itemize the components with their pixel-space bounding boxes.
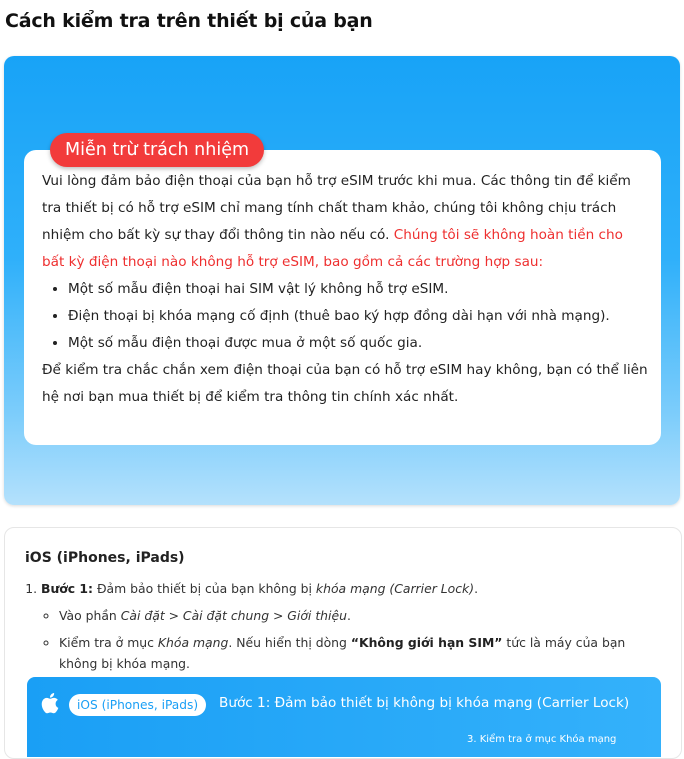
- no-sim-restrictions: “Không giới hạn SIM”: [350, 635, 503, 650]
- disclaimer-body: [42, 168, 648, 411]
- bullet-text: .: [346, 608, 351, 623]
- step-1-end: .: [474, 581, 479, 596]
- guide-step-title: Bước 1: Đảm bảo thiết bị không bị khóa mạng (Carrier Lock): [219, 695, 630, 711]
- ios-steps: [25, 578, 645, 680]
- list-item: • Điện thoại bị khóa mạng cố định (thuê bao ký hợp đồng dài hạn với nhà mạng).: [68, 303, 648, 330]
- list-item: • Một số mẫu điện thoại hai SIM vật lý không hỗ trợ eSIM.: [68, 276, 648, 303]
- refund-warning: Chúng tôi sẽ không hoàn tiền cho bất kỳ điện thoại nào không hỗ trợ eSIM, bao gồm cả các trường hợp sau:: [42, 227, 623, 270]
- list-item: [59, 632, 645, 674]
- bullet-text: tức là máy của bạn không bị khóa mạng.: [59, 635, 626, 671]
- bullet-text: Vào phần: [59, 608, 121, 623]
- step-1-bullets: [41, 605, 645, 674]
- steps-list: [25, 578, 645, 674]
- bullet-text: Kiểm tra ở mục: [59, 635, 158, 650]
- guide-banner: [27, 677, 661, 757]
- disclaimer-badge: Miễn trừ trách nhiệm: [50, 133, 264, 167]
- disclaimer-intro: Vui lòng đảm bảo điện thoại của bạn hỗ trợ eSIM trước khi mua. Các thông tin để kiểm tra thiết bị có hỗ trợ eSIM chỉ mang tính chất tham khảo, chúng tôi không chịu trách nhiệm cho bất kỳ sự thay đổi thông tin nào nếu có.: [42, 173, 631, 243]
- settings-path: Cài đặt > Cài đặt chung > Giới thiệu: [120, 608, 347, 623]
- carrier-lock-field: Khóa mạng: [157, 635, 229, 650]
- disclaimer-outro: Để kiểm tra chắc chắn xem điện thoại của bạn có hỗ trợ eSIM hay không, bạn có thể liên hệ nơi bạn mua thiết bị để kiểm tra thông tin chính xác nhất.: [42, 362, 648, 405]
- exclusion-list: [42, 276, 648, 357]
- ios-pill: iOS (iPhones, iPads): [69, 694, 206, 716]
- apple-icon: [40, 691, 62, 715]
- step-1-text: Đảm bảo thiết bị của bạn không bị: [93, 581, 316, 596]
- page-title: Cách kiểm tra trên thiết bị của bạn: [5, 10, 373, 32]
- guide-sub-step: 3. Kiểm tra ở mục Khóa mạng: [467, 734, 617, 745]
- ios-section: [4, 527, 682, 759]
- step-1: [41, 578, 645, 674]
- disclaimer-section: [4, 56, 680, 505]
- ios-heading: iOS (iPhones, iPads): [25, 550, 185, 566]
- list-item: [59, 605, 645, 626]
- carrier-lock-term: khóa mạng (Carrier Lock): [315, 581, 475, 596]
- list-item: • Một số mẫu điện thoại được mua ở một số quốc gia.: [68, 330, 648, 357]
- step-1-label: Bước 1:: [41, 581, 94, 596]
- disclaimer-text: [42, 168, 648, 276]
- bullet-text: . Nếu hiển thị dòng: [228, 635, 351, 650]
